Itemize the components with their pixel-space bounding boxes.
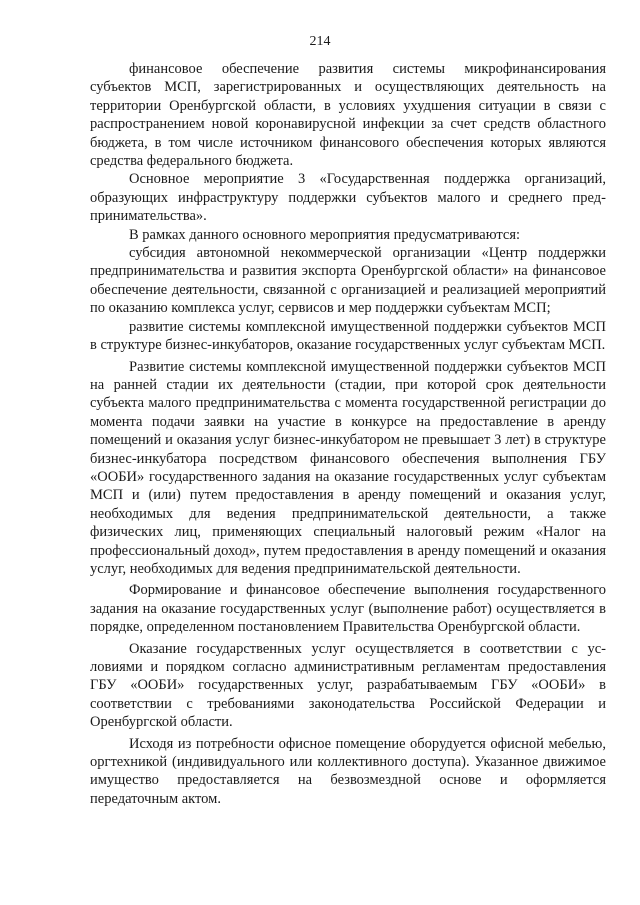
paragraph-continuation: финансовое обеспечение развития системы микрофинансирования субъектов МСП, зарегистрированных и осуществляющих деятельность на территории Оренбургской области, в условиях ухудшения ситуации в связи с распространением новой коронавирусной инфекции за счет средств областного бюджета, в том числе источником финансового обеспечения которых являются средства федерального бюджета.	[90, 61, 606, 170]
paragraph-property-support: развитие системы комплексной имущественной поддержки субъектов МСП в структуре бизнес-инкубаторов, оказание государственных услуг субъектам МСП.	[90, 318, 606, 354]
paragraph-main-activity-3: Основное мероприятие 3 «Государственная поддержка организаций, образующих инфраструктуру поддержки субъектов малого и среднего предпринимательства».	[90, 171, 606, 225]
paragraph-state-assignment: Формирование и финансовое обеспечение выполнения государственного задания на оказание государственных услуг (выполнение работ) осуществляется в порядке, определенном постановлением Правительства Оренбургской области.	[90, 582, 606, 636]
paragraph-subsidy: субсидия автономной некоммерческой организации «Центр поддержки предпринимательства и развития экспорта Оренбургской области» на финансовое обеспечение деятельности, связанной с организацией и реализацией мероприятий по оказанию комплекса услуг, сервисов и мер поддержки субъектам МСП;	[90, 245, 606, 317]
paragraph-provisions-intro: В рамках данного основного мероприятия предусматриваются:	[129, 226, 521, 243]
page-number: 214	[309, 34, 331, 49]
paragraph-service-provision: Оказание государственных услуг осуществляется в соответствии с условиями и порядком согласно административным регламентам предоставления ГБУ «ООБИ» государственных услуг, разрабатываемым ГБУ «ООБИ» в соответствии с требованиями законодательства Российской Федерации и Оренбургской области.	[90, 640, 606, 731]
paragraph-incubator-development: Развитие системы комплексной имущественной поддержки субъектов МСП на ранней стадии их деятельности (стадии, при которой срок деятельности субъекта малого предпринимательства с момента государственной регистрации до момента подачи заявки на участие в конкурсе на предоставление в аренду помещений и оказания услуг бизнес-инкубатором не превышает 3 лет) в структуре бизнес-инкубатора посредством финансового обеспечения выполнения ГБУ «ООБИ» государственного задания на оказание государственных услуг субъектам МСП и (или) путем предоставления в аренду помещений и оказания услуг, необходимых для ведения предпринимательской деятельности, а также физических лиц, применяющих специальный налоговый режим «Налог на профессиональный доход», путем предоставления в аренду помещений и оказания услуг, необходимых для ведения предпринимательской деятельности.	[90, 358, 606, 577]
document-body	[90, 60, 606, 808]
paragraph-office-equipment: Исходя из потребности офисное помещение оборудуется офисной мебелью, оргтехникой (индивидуального или коллективного доступа). Указанное движимое имущество предоставляется на безвозмездной основе и оформляется передаточным актом.	[90, 735, 606, 807]
